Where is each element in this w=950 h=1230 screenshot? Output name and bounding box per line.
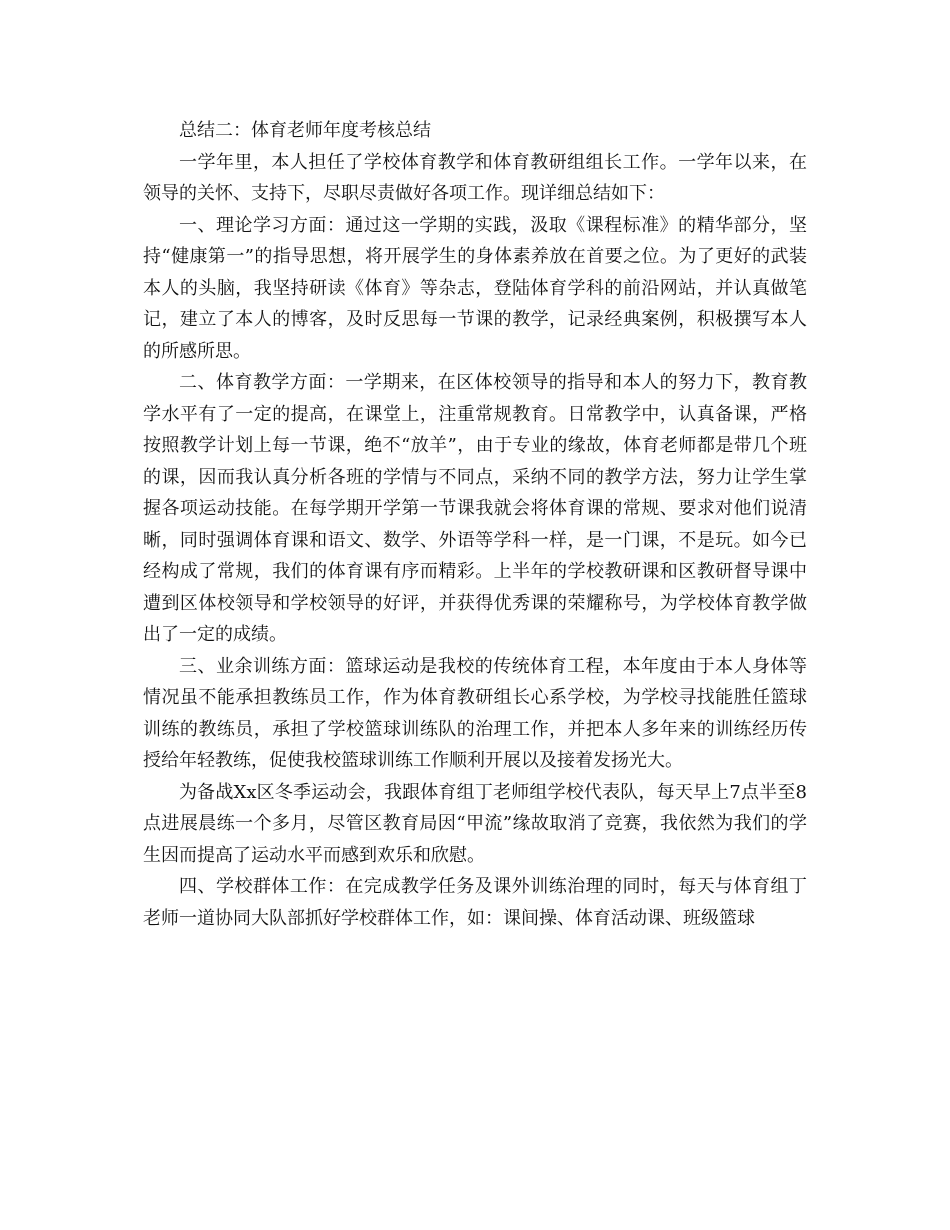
document-title: 总结二：体育老师年度考核总结 bbox=[179, 120, 431, 141]
paragraph-group-work: 四、学校群体工作：在完成教学任务及课外训练治理的同时，每天与体育组丁老师一道协同大队部抓好学校群体工作，如：课间操、体育活动课、班级篮球 bbox=[143, 876, 807, 929]
paragraph-amateur-training: 三、业余训练方面：篮球运动是我校的传统体育工程，本年度由于本人身体等情况虽不能承担教练员工作，作为体育教研组长心系学校，为学校寻找能胜任篮球训练的教练员，承担了学校篮球训练队的治理工作，并把本人多年来的训练经历传授给年轻教练，促使我校篮球训练工作顺利开展以及接着发扬光大。 bbox=[143, 655, 807, 771]
document-body bbox=[143, 115, 807, 934]
paragraph-pe-teaching: 二、体育教学方面：一学期来，在区体校领导的指导和本人的努力下，教育教学水平有了一定的提高，在课堂上，注重常规教育。日常教学中，认真备课，严格按照教学计划上每一节课，绝不“放羊”，由于专业的缘故，体育老师都是带几个班的课，因而我认真分析各班的学情与不同点，采纳不同的教学方法，努力让学生掌握各项运动技能。在每学期开学第一节课我就会将体育课的常规、要求对他们说清晰，同时强调体育课和语文、数学、外语等学科一样，是一门课，不是玩。如今已经构成了常规，我们的体育课有序而精彩。上半年的学校教研课和区教研督导课中遭到区体校领导和学校领导的好评，并获得优秀课的荣耀称号，为学校体育教学做出了一定的成绩。 bbox=[143, 372, 807, 645]
paragraph-intro: 一学年里，本人担任了学校体育教学和体育教研组组长工作。一学年以来，在领导的关怀、支持下，尽职尽责做好各项工作。现详细总结如下： bbox=[143, 151, 807, 204]
paragraph-theory-study: 一、理论学习方面：通过这一学期的实践，汲取《课程标准》的精华部分，坚持“健康第一”的指导思想，将开展学生的身体素养放在首要之位。为了更好的武装本人的头脑，我坚持研读《体育》等杂志，登陆体育学科的前沿网站，并认真做笔记，建立了本人的博客，及时反思每一节课的教学，记录经典案例，积极撰写本人的所感所思。 bbox=[143, 214, 807, 362]
paragraph-winter-games: 为备战Xx区冬季运动会，我跟体育组丁老师组学校代表队，每天早上7点半至8点进展晨练一个多月，尽管区教育局因“甲流”缘故取消了竞赛，我依然为我们的学生因而提高了运动水平而感到欢乐和欣慰。 bbox=[143, 781, 807, 866]
